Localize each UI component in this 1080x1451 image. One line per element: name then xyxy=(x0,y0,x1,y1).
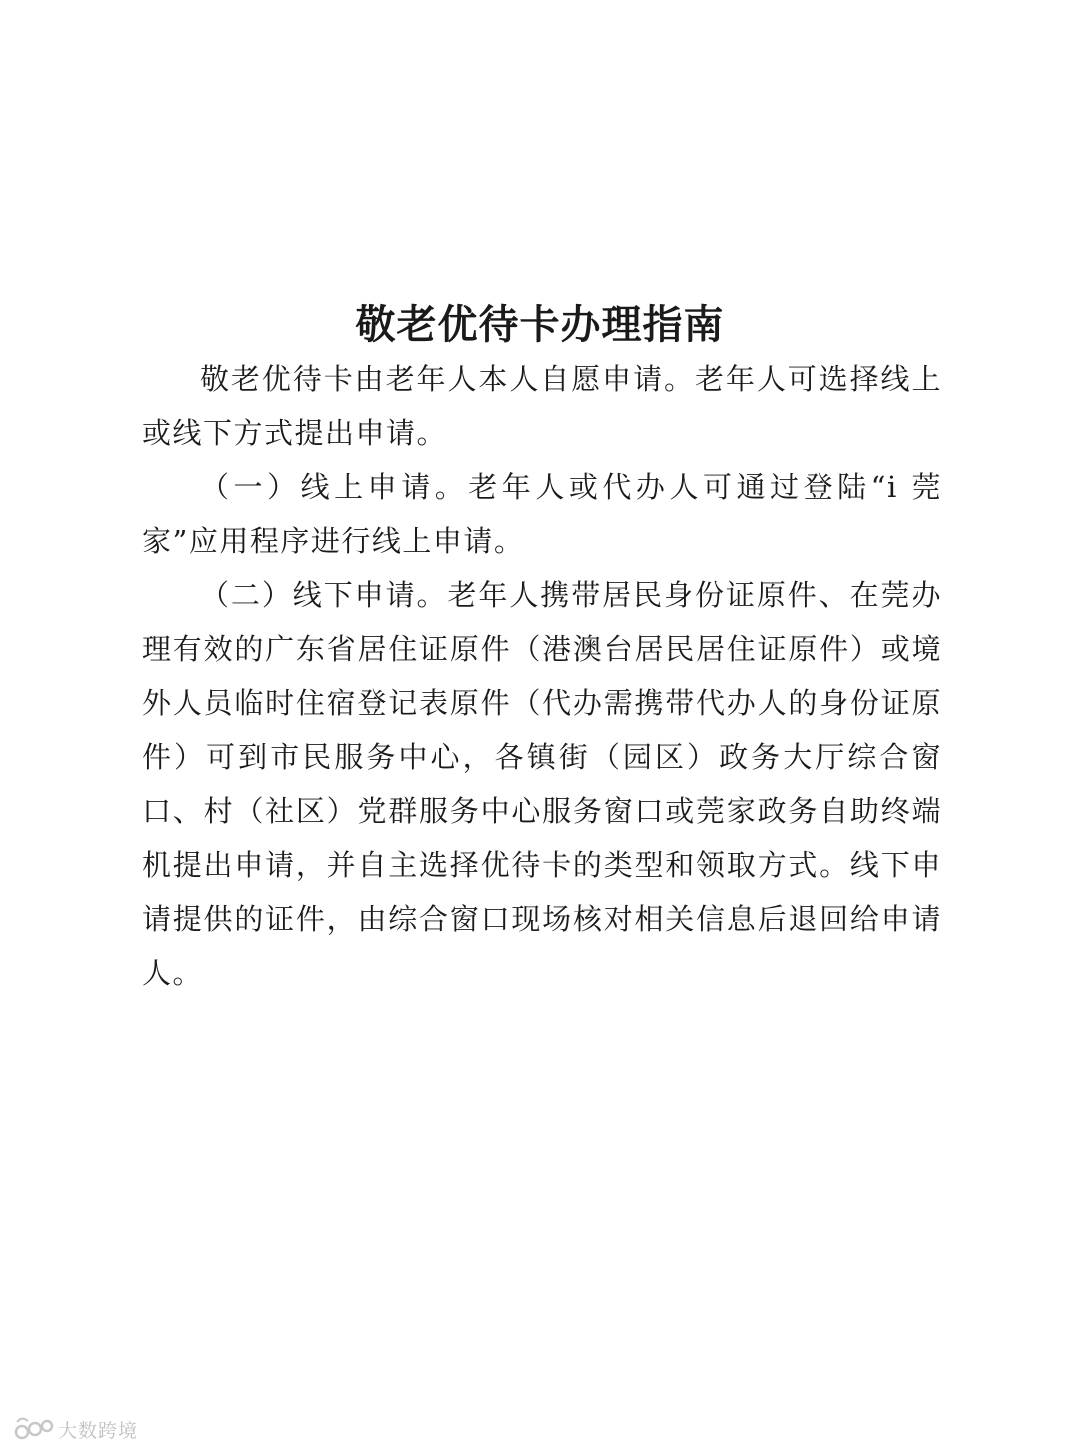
paragraph-intro: 敬老优待卡由老年人本人自愿申请。老年人可选择线上或线下方式提出申请。 xyxy=(142,362,942,450)
paragraph-online-application: （一）线上申请。老年人或代办人可通过登陆“i 莞家”应用程序进行线上申请。 xyxy=(142,470,942,558)
document-title: 敬老优待卡办理指南 xyxy=(355,301,725,348)
watermark xyxy=(14,1414,138,1444)
dashujujing-logo-icon xyxy=(14,1416,54,1442)
paragraph-offline-application: （二）线下申请。老年人携带居民身份证原件、在莞办理有效的广东省居住证原件（港澳台居民居住证原件）或境外人员临时住宿登记表原件（代办需携带代办人的身份证原件）可到市民服务中心，各镇街（园区）政务大厅综合窗口、村（社区）党群服务中心服务窗口或莞家政务自助终端机提出申请，并自主选择优待卡的类型和领取方式。线下申请提供的证件，由综合窗口现场核对相关信息后退回给申请人。 xyxy=(142,578,942,990)
watermark-text: 大数跨境 xyxy=(58,1419,139,1442)
document-body xyxy=(142,352,942,1000)
